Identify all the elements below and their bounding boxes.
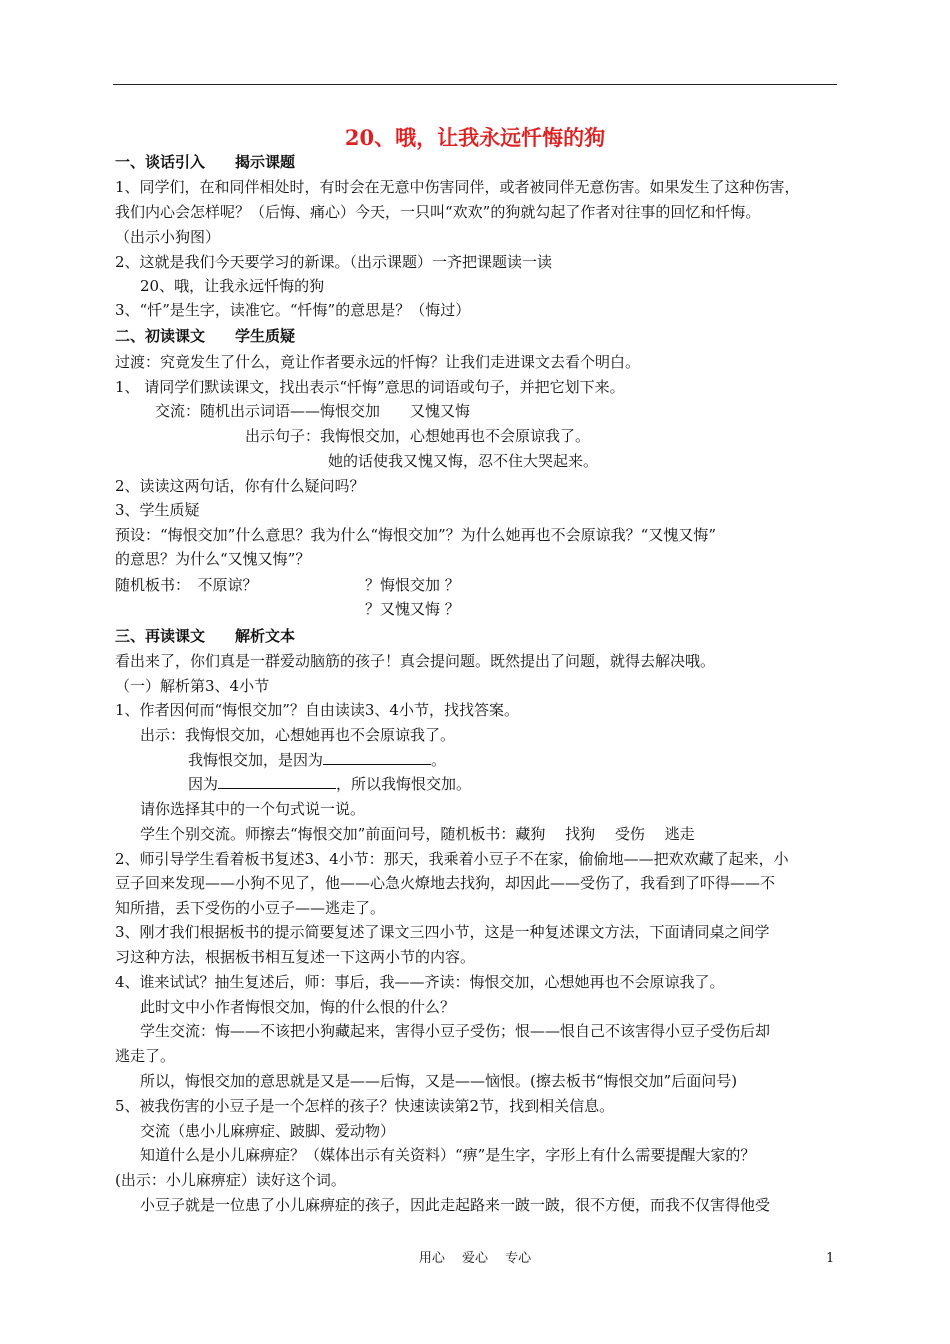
paragraph-line: 3、刚才我们根据板书的提示简要复述了课文三四小节，这是一种复述课文方法，下面请同桌之间学 <box>115 923 770 941</box>
paragraph-line: 预设：“悔恨交加”什么意思？我为什么“悔恨交加”？为什么她再也不会原谅我？“又愧又悔” <box>115 526 717 544</box>
page-title: 20、哦，让我永远忏悔的狗 <box>344 125 606 150</box>
board-note-line: ？又愧又悔 ？ <box>365 600 460 618</box>
paragraph-line: 过渡：究竟发生了什么，竟让作者要永远的忏悔？让我们走进课文去看个明白。 <box>115 353 641 371</box>
paragraph-line: 此时文中小作者悔恨交加，悔的什么恨的什么？ <box>140 998 456 1016</box>
paragraph-line: 的意思？为什么“又愧又悔”？ <box>115 550 311 568</box>
paragraph-line: 3、“忏”是生字，读准它。“忏悔”的意思是？（悔过） <box>115 301 471 319</box>
sentence-text: 我悔恨交加，是因为 <box>188 751 324 769</box>
paragraph-line: 2、师引导学生看着板书复述3、4小节：那天，我乘着小豆子不在家，偷偷地——把欢欢藏了起来，小 <box>115 850 789 868</box>
paragraph-line: 1、 请同学们默读课文，找出表示“忏悔”意思的词语或句子，并把它划下来。 <box>115 378 625 396</box>
header-rule <box>113 84 837 85</box>
paragraph-line: 2、这就是我们今天要学习的新课。（出示课题）一齐把课题读一读 <box>115 253 553 271</box>
paragraph-line: 1、作者因何而“悔恨交加”？自由读读3、4小节，找找答案。 <box>115 701 519 719</box>
paragraph-line: 她的话使我又愧又悔，忍不住大哭起来。 <box>328 452 599 470</box>
sentence-text: ，所以我悔恨交加。 <box>336 775 472 793</box>
paragraph-line: 3、学生质疑 <box>115 501 200 519</box>
paragraph-line: 4、谁来试试？抽生复述后，师：事后，我——齐读：悔恨交加，心想她再也不会原谅我了。 <box>115 973 725 991</box>
paragraph-line: 学生交流：悔——不该把小狗藏起来，害得小豆子受伤；恨——恨自己不该害得小豆子受伤后却 <box>140 1022 771 1040</box>
paragraph-line: 习这种方法，根据板书相互复述一下这两小节的内容。 <box>115 948 476 966</box>
paragraph-line: 请你选择其中的一个句式说一说。 <box>140 800 366 818</box>
fill-in-sentence-2 <box>188 774 928 794</box>
paragraph-line: 豆子回来发现——小狗不见了，他——心急火燎地去找狗，却因此——受伤了，我看到了吓得——不 <box>115 874 776 892</box>
fill-blank <box>323 750 431 765</box>
paragraph-line: 知道什么是小儿麻痹症？（媒体出示有关资料）“痹”是生字，字形上有什么需要提醒大家的？ <box>140 1146 756 1164</box>
paragraph-line: （出示小狗图） <box>115 228 221 246</box>
section-2-heading: 二、初读课文 学生质疑 <box>115 327 296 345</box>
fill-in-sentence-1 <box>188 750 928 770</box>
paragraph-line: 交流（患小儿麻痹症、跛脚、爱动物） <box>140 1122 396 1140</box>
fill-blank <box>218 774 336 789</box>
paragraph-line: 20、哦，让我永远忏悔的狗 <box>140 277 325 295</box>
paragraph-line: (出示：小儿麻痹症）读好这个词。 <box>115 1171 346 1189</box>
paragraph-line: 出示句子：我悔恨交加，心想她再也不会原谅我了。 <box>245 427 591 445</box>
paragraph-line: 逃走了。 <box>115 1047 176 1065</box>
board-note-line: ？悔恨交加 ？ <box>365 576 460 594</box>
section-1-heading: 一、谈话引入 揭示课题 <box>115 153 296 171</box>
sentence-text: 。 <box>431 751 447 769</box>
section-3-heading: 三、再读课文 解析文本 <box>115 627 296 645</box>
paragraph-line: 出示：我悔恨交加，心想她再也不会原谅我了。 <box>140 726 456 744</box>
paragraph-line: 交流：随机出示词语——悔恨交加 又愧又悔 <box>155 402 471 420</box>
paragraph-line: 学生个别交流。师擦去“悔恨交加”前面问号，随机板书：藏狗 找狗 受伤 逃走 <box>140 825 695 843</box>
board-note-line: 随机板书： 不原谅？ <box>115 576 258 594</box>
paragraph-line: 我们内心会怎样呢？（后悔、痛心）今天，一只叫“欢欢”的狗就勾起了作者对往事的回忆和忏悔。 <box>115 203 761 221</box>
page-number: 1 <box>826 1251 835 1266</box>
paragraph-line: 1、同学们，在和同伴相处时，有时会在无意中伤害同伴，或者被同伴无意伤害。如果发生了这种伤害， <box>115 178 800 196</box>
paragraph-line: 小豆子就是一位患了小儿麻痹症的孩子，因此走起路来一跛一跛，很不方便，而我不仅害得他受 <box>140 1196 771 1214</box>
sentence-text: 因为 <box>188 775 219 793</box>
paragraph-line: 5、被我伤害的小豆子是一个怎样的孩子？快速读读第2节，找到相关信息。 <box>115 1097 615 1115</box>
paragraph-line: 看出来了，你们真是一群爱动脑筋的孩子！真会提问题。既然提出了问题，就得去解决哦。 <box>115 652 716 670</box>
paragraph-line: 2、读读这两句话，你有什么疑问吗？ <box>115 477 365 495</box>
paragraph-line: （一）解析第3、4小节 <box>115 677 270 695</box>
footer-motto: 用心 爱心 专心 <box>418 1251 532 1266</box>
paragraph-line: 知所措，丢下受伤的小豆子——逃走了。 <box>115 899 386 917</box>
paragraph-line: 所以，悔恨交加的意思就是又是——后悔，又是——恼恨。(擦去板书“悔恨交加”后面问号) <box>140 1072 738 1090</box>
